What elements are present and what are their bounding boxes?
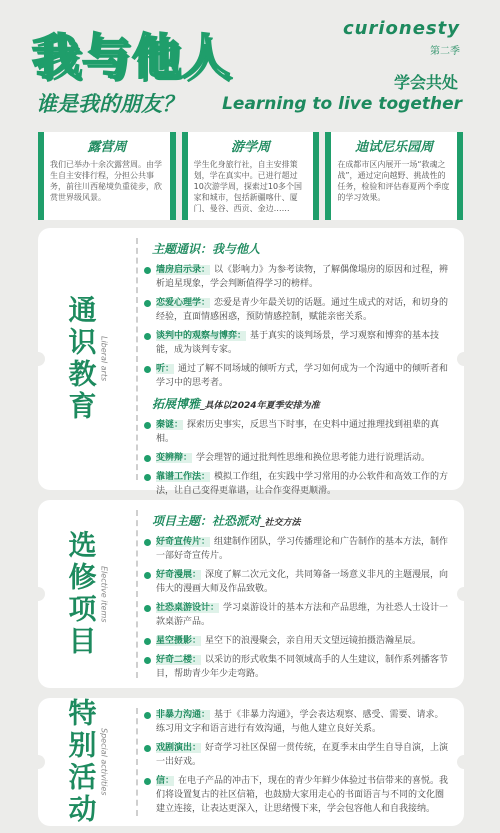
item-text: 深度了解二次元文化，共同筹备一场意义非凡的主题漫展，向伟大的漫画大师及作品致敬。	[156, 570, 449, 594]
item-label: 墙房启示录：	[156, 265, 211, 275]
item-label: 戏剧演出：	[156, 743, 202, 753]
bullet-icon	[144, 778, 151, 785]
item-label: 星空摄影：	[156, 636, 202, 646]
bullet-icon	[144, 638, 151, 645]
week-card-camping	[38, 132, 176, 220]
bullet-icon	[144, 455, 151, 462]
bullet-icon	[144, 605, 151, 612]
list-item	[144, 418, 452, 446]
item-label: 秦谜：	[156, 420, 184, 430]
list-item	[144, 634, 452, 648]
item-text: 组建制作团队，学习传播理论和广告制作的基本方法，制作一部好奇宣传片。	[156, 537, 449, 561]
list-item	[144, 568, 452, 596]
list-item	[144, 741, 452, 769]
section-subtitle: Elective items	[99, 565, 109, 623]
theme-en: Learning to live together	[222, 94, 462, 114]
list-item	[144, 601, 452, 629]
section-heading: 项目主题：社恐派对_社交方法	[152, 514, 301, 528]
section-title: 特别活动	[64, 698, 98, 826]
section-subtitle: Liberal arts	[99, 336, 109, 382]
item-text: 通过了解不同场域的倾听方式，学习如何成为一个沟通中的倾听者和学习中的思考者。	[156, 364, 449, 388]
item-text: 模拟工作组，在实践中学习常用的办公软件和高效工作的方法，让自己变得更靠谱，让合作变得更顺滑。	[156, 472, 449, 496]
item-text: 以《影响力》为参考读物，了解偶像塌房的原因和过程，辨析追星现象，学会判断值得学习的榜样。	[156, 265, 449, 289]
card-content	[144, 708, 452, 821]
bullet-icon	[144, 300, 151, 307]
item-label: 社恐桌游设计：	[156, 603, 220, 613]
week-title: 露营周	[87, 140, 127, 155]
theme-cn: 学会共处	[393, 73, 458, 92]
item-label: 谈判中的观察与博弈：	[156, 331, 247, 341]
page-title: 我与他人	[32, 29, 233, 85]
item-text: 基于真实的谈判场景，学习观察和博弈的基本技能，成为谈判专家。	[156, 331, 440, 355]
special-activities-card	[38, 698, 464, 826]
ticket-notch	[457, 755, 471, 769]
ticket-notch	[457, 352, 471, 366]
general-education-card	[38, 228, 464, 496]
section-subtitle: Special activities	[99, 728, 109, 796]
week-card-study-tour	[182, 132, 320, 220]
item-label: 靠谱工作法：	[156, 472, 211, 482]
bullet-icon	[144, 745, 151, 752]
week-text: 在成都市区内展开一场“救魂之战”，通过定向越野、挑战性的任务，检验和评估春夏两个季度的学习效果。	[337, 160, 450, 202]
item-text: 探索历史事实，反思当下时事，在史料中通过推理找到祖辈的真相。	[156, 420, 440, 444]
item-label: 听：	[156, 364, 175, 374]
elective-card	[38, 500, 464, 688]
item-label: 非暴力沟通：	[156, 710, 211, 720]
bullet-icon	[144, 657, 151, 664]
item-label: 恋爱心理学：	[156, 298, 211, 308]
week-title: 游学周	[231, 140, 271, 155]
card-side	[38, 228, 136, 490]
list-item	[144, 708, 452, 736]
list-item	[144, 774, 452, 816]
item-label: 好奇二楼：	[156, 655, 202, 665]
item-label: 好奇宣传片：	[156, 537, 211, 547]
item-text: 恋爱是青少年最关切的话题。通过生成式的对话，和切身的经验，直面情感困惑，预防情感控制，赋能亲密关系。	[156, 298, 449, 322]
item-text: 好奇学习社区保留一贯传统，在夏季末由学生自导自演，上演一出好戏。	[156, 743, 449, 767]
item-text: 基于《非暴力沟通》，学会表达观察、感受、需要、请求。练习用文字和语言进行有效沟通，与他人建立良好关系。	[156, 710, 444, 734]
item-text: 学会理智的通过批判性思维和换位思考能力进行说理活动。	[196, 453, 431, 463]
item-label: 信：	[156, 776, 175, 786]
bullet-icon	[144, 333, 151, 340]
item-text: 学习桌游设计的基本方法和产品思维，为社恐人士设计一款桌游产品。	[156, 603, 449, 627]
bullet-icon	[144, 474, 151, 481]
page-subtitle: 谁是我的朋友？	[36, 92, 183, 116]
list-item	[144, 470, 452, 498]
list-item	[144, 451, 452, 465]
bullet-icon	[144, 366, 151, 373]
list-item	[144, 362, 452, 390]
list-item	[144, 329, 452, 357]
list-item	[144, 263, 452, 291]
bullet-icon	[144, 712, 151, 719]
ticket-notch	[457, 587, 471, 601]
week-title: 迪试尼乐园周	[355, 140, 434, 155]
bullet-icon	[144, 539, 151, 546]
bullet-icon	[144, 267, 151, 274]
card-side	[38, 698, 136, 826]
brand-logo: curionesty	[343, 18, 460, 39]
item-label: 好奇漫展：	[156, 570, 202, 580]
card-content	[144, 510, 452, 686]
section-heading: 拓展博雅_具体以2024年夏季安排为准	[152, 397, 320, 411]
card-content	[144, 238, 452, 503]
week-text: 我们已举办十余次露营周。由学生自主安排行程，分担公共事务，前往川西秘境负重徒步，欣赏世界级风景。	[50, 160, 162, 202]
section-heading: 主题通识：我与他人	[152, 242, 261, 256]
item-label: 变辨辩：	[156, 453, 193, 463]
item-text: 以采访的形式收集不同领域高手的人生建议，制作系列播客节目，帮助青少年少走弯路。	[156, 655, 449, 679]
season-label: 第二季	[430, 46, 460, 57]
list-item	[144, 296, 452, 324]
week-text: 学生化身旅行社，自主安排策划，学在真实中。已进行超过10次游学周，探索过10多个国家和城市，包括新疆喀什、厦门、曼谷、西贡、金边……	[193, 160, 303, 213]
card-side	[38, 500, 136, 688]
item-text: 星空下的浪漫聚会，亲自用天文望远镜拍摄浩瀚星辰。	[205, 636, 422, 646]
list-item	[144, 653, 452, 681]
section-title: 通识教育	[64, 295, 98, 423]
weeks-row	[38, 132, 463, 220]
week-card-park	[325, 132, 463, 220]
section-title: 选修项目	[64, 530, 98, 658]
list-item	[144, 535, 452, 563]
item-text: 在电子产品的冲击下，现在的青少年鲜少体验过书信带来的喜悦。我们将设置复古的社区信箱，也鼓励大家用走心的书面语言与不同的文化圈建立连接，让表达更深入，让思绪慢下来，学会包容他人和自我接纳。	[156, 776, 449, 814]
bullet-icon	[144, 572, 151, 579]
bullet-icon	[144, 422, 151, 429]
